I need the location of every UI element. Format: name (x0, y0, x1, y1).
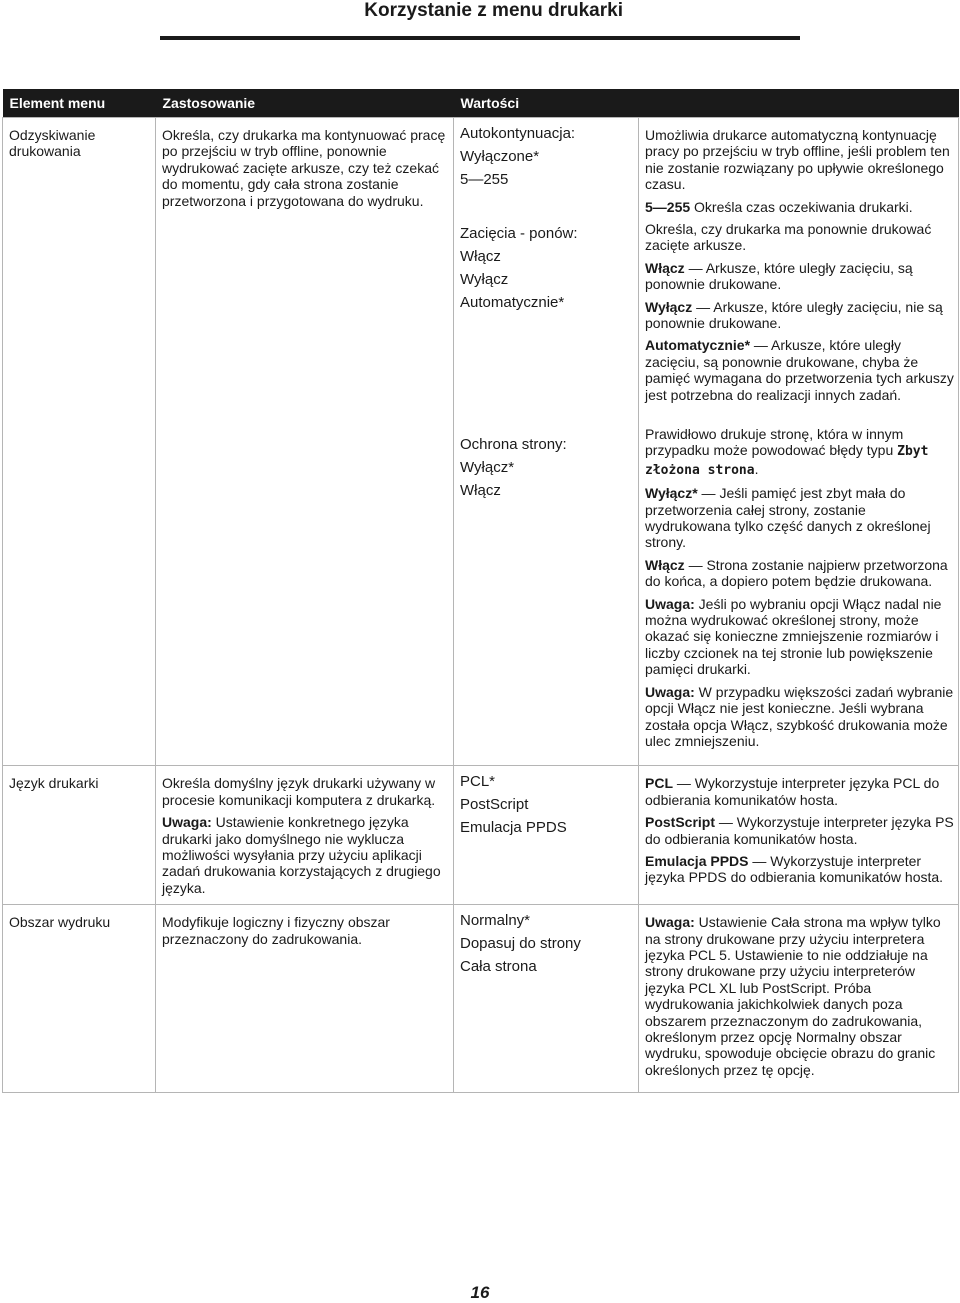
column-header-usage: Zastosowanie (156, 89, 454, 118)
value-option: Wyłączone* (460, 148, 540, 165)
description-group (645, 426, 954, 749)
value-group (460, 227, 634, 424)
usage-text: Określa domyślny język drukarki używany w procesie komunikacji komputera z drukarką. (162, 775, 436, 808)
value-option: Normalny* (460, 912, 531, 930)
value-option: PostScript (460, 796, 529, 814)
usage-text: Modyfikuje logiczny i fizyczny obszar przeznaczony do zadrukowania. (162, 914, 390, 947)
menu-item-usage (156, 905, 454, 1093)
value-option: Włącz (460, 482, 501, 499)
menu-item-name: Odzyskiwanie drukowania (3, 118, 156, 766)
menu-item-descriptions (639, 766, 959, 905)
column-header-element: Element menu (3, 89, 156, 118)
value-option: 5—255 (460, 171, 509, 188)
description-text: PCL — Wykorzystuje interpreter języka PCL do odbierania komunikatów hosta. (645, 775, 940, 808)
description-text: Emulacja PPDS — Wykorzystuje interpreter języka PPDS do odbierania komunikatów hosta. (645, 852, 944, 886)
column-header-values: Wartości (454, 89, 959, 118)
description-text: Włącz — Strona zostanie najpierw przetworzona do końca, a dopiero potem będzie drukowana. (645, 556, 948, 590)
description-text: Prawidłowo drukuje stronę, która w innym przypadku może powodować błędy typu Zbyt złożona strona. (645, 426, 929, 478)
table-row (3, 766, 959, 905)
value-option: PCL* (460, 773, 496, 791)
value-option: Włącz (460, 248, 501, 265)
menu-item-values (454, 118, 639, 766)
value-group-heading: Autokontynuacja: (460, 125, 576, 142)
usage-text: Określa, czy drukarka ma kontynuować pracę po przejściu w tryb offline, ponownie wydrukować zacięte arkusze, czy też czekać do momentu, gdy cała strona zostanie przetworzona i przygotowana do wydruku. (162, 127, 446, 209)
usage-note: Uwaga: Ustawienie konkretnego języka drukarki jako domyślnego nie wyklucza możliwości wysyłania przy użyciu aplikacji zadań drukowania korzystających z drugiego języka. (162, 814, 441, 896)
description-group (645, 221, 954, 418)
table-row (3, 118, 959, 766)
page-title: Korzystanie z menu drukarki (364, 0, 623, 21)
menu-item-descriptions (639, 118, 959, 766)
menu-item-name: Język drukarki (3, 766, 156, 905)
description-text: Określa, czy drukarka ma ponownie drukować zacięte arkusze. (645, 221, 932, 254)
error-message-code: Zbyt złożona strona (645, 444, 929, 478)
description-text: Wyłącz* — Jeśli pamięć jest zbyt mała do przetworzenia całej strony, zostanie wydrukowana tylko część danych z określonej strony. (645, 485, 931, 551)
description-text: Wyłącz — Arkusze, które uległy zacięciu, nie są ponownie drukowane. (645, 298, 943, 332)
description-text: Automatycznie* — Arkusze, które uległy zacięciu, są ponownie drukowane, chyba że pamięć wymagana do przetworzenia tych arkuszy jest potrzebna do realizacji innych zadań. (645, 337, 954, 403)
menu-item-values (454, 905, 639, 1093)
menu-item-usage (156, 118, 454, 766)
value-option: Automatycznie* (460, 294, 565, 311)
description-text: Włącz — Arkusze, które uległy zacięciu, są ponownie drukowane. (645, 259, 913, 293)
value-group-heading: Ochrona strony: (460, 436, 567, 453)
value-option: Emulacja PPDS (460, 819, 567, 837)
description-text: PostScript — Wykorzystuje interpreter języka PS do odbierania komunikatów hosta. (645, 814, 954, 847)
menu-item-values (454, 766, 639, 905)
page-number: 16 (470, 1283, 490, 1302)
menu-item-name: Obszar wydruku (3, 905, 156, 1093)
table-row (3, 905, 959, 1093)
menu-item-descriptions (639, 905, 959, 1093)
description-text: Uwaga: Jeśli po wybraniu opcji Włącz nadal nie można wydrukować określonej strony, może okazać się konieczne zmniejszenie rozmiarów i liczby czcionek na tej stronie lub powiększenie pamięci drukarki. (645, 595, 942, 678)
value-option: Wyłącz (460, 271, 509, 288)
description-text: Umożliwia drukarce automatyczną kontynuację pracy po przejściu w tryb offline, jeśli problem ten nie zostanie rozwiązany po upływie określonego czasu. (645, 127, 950, 193)
value-group (460, 438, 634, 498)
description-text: Uwaga: W przypadku większości zadań wybranie opcji Włącz nie jest konieczne. Jeśli wybrana została opcja Włącz, szybkość drukowania może ulec zmniejszeniu. (645, 683, 954, 749)
menu-item-usage (156, 766, 454, 905)
value-option: Dopasuj do strony (460, 935, 581, 953)
page-header (160, 0, 800, 40)
value-group (460, 127, 634, 213)
value-group-heading: Zacięcia - ponów: (460, 225, 578, 242)
description-text: 5—255 Określa czas oczekiwania drukarki. (645, 198, 913, 215)
menu-table (2, 89, 959, 1093)
description-text: Uwaga: Ustawienie Cała strona ma wpływ tylko na strony drukowane przy użyciu interpretera języka PCL 5. Ustawienie to nie oddziałuje na strony drukowane przy użyciu interpreterów języka PCL XL lub PostScript. Próba wydrukowania jakichkolwiek danych poza obszarem przeznaczonym do zadrukowania, określonym przez opcję Normalny obszar wydruku, spowoduje obcięcie obrazu do granic określonych przez tę opcję. (645, 914, 941, 1078)
value-option: Wyłącz* (460, 459, 515, 476)
table-header-row (3, 89, 959, 118)
value-option: Cała strona (460, 958, 537, 976)
description-group (645, 127, 954, 213)
